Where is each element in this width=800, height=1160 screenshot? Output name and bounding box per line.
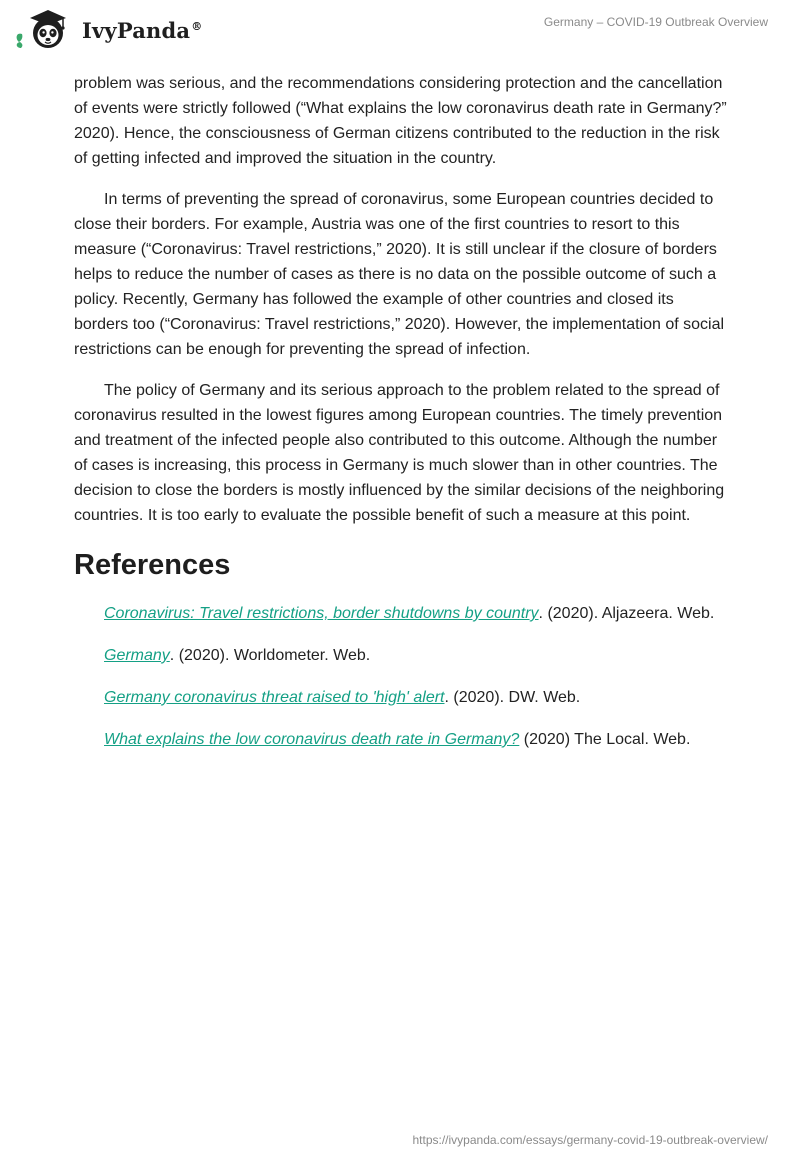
ivypanda-logo[interactable]	[14, 8, 202, 50]
reference-link-thelocal[interactable]: What explains the low coronavirus death rate in Germany?	[104, 731, 520, 748]
reference-link-dw[interactable]: Germany coronavirus threat raised to 'high' alert	[104, 689, 445, 706]
reference-link-aljazeera[interactable]: Coronavirus: Travel restrictions, border shutdowns by country	[104, 605, 539, 622]
reference-item	[74, 643, 728, 668]
logo-wordmark	[82, 18, 202, 43]
paragraph-continued: problem was serious, and the recommendations considering protection and the cancellation of events were strictly followed (“What explains the low coronavirus death rate in Germany?” 2020). Hence, the consciousness of German citizens contributed to the reduction in the risk of getting infected and improved the situation in the country.	[74, 75, 727, 167]
reference-item	[74, 727, 728, 752]
reference-source: . (2020). DW. Web.	[444, 689, 581, 706]
page-header	[0, 0, 800, 60]
brand-name: IvyPanda	[82, 17, 191, 43]
reference-item	[74, 685, 728, 710]
reference-source: (2020) The Local. Web.	[519, 731, 691, 748]
registered-mark: ®	[191, 19, 203, 33]
paragraph-borders: In terms of preventing the spread of coronavirus, some European countries decided to close their borders. For example, Austria was one of the first countries to resort to this measure (“Coronavirus: Travel restrictions,” 2020). It is still unclear if the closure of borders helps to reduce the number of cases as there is no data on the possible outcome of such a policy. Recently, Germany has followed the example of other countries and closed its borders too (“Coronavirus: Travel restrictions,” 2020). However, the implementation of social restrictions can be enough for preventing the spread of infection.	[74, 191, 725, 358]
paragraph-conclusion: The policy of Germany and its serious approach to the problem related to the spread of coronavirus resulted in the lowest figures among European countries. The timely prevention and treatment of the infected people also contributed to this outcome. Although the number of cases is increasing, this process in Germany is much slower than in other countries. The decision to close the borders is mostly influenced by the similar decisions of the neighboring countries. It is too early to evaluate the possible benefit of such a measure at this point.	[74, 382, 725, 524]
document-title: Germany – COVID-19 Outbreak Overview	[543, 15, 768, 29]
footer-url[interactable]: https://ivypanda.com/essays/germany-covid-19-outbreak-overview/	[412, 1133, 768, 1147]
essay-body	[74, 71, 728, 769]
panda-graduation-logo-icon	[14, 8, 76, 50]
reference-source: . (2020). Aljazeera. Web.	[538, 605, 715, 622]
references-heading: References	[74, 549, 231, 581]
reference-item	[74, 601, 728, 626]
reference-link-worldometer[interactable]: Germany	[104, 647, 170, 664]
reference-source: . (2020). Worldometer. Web.	[169, 647, 371, 664]
